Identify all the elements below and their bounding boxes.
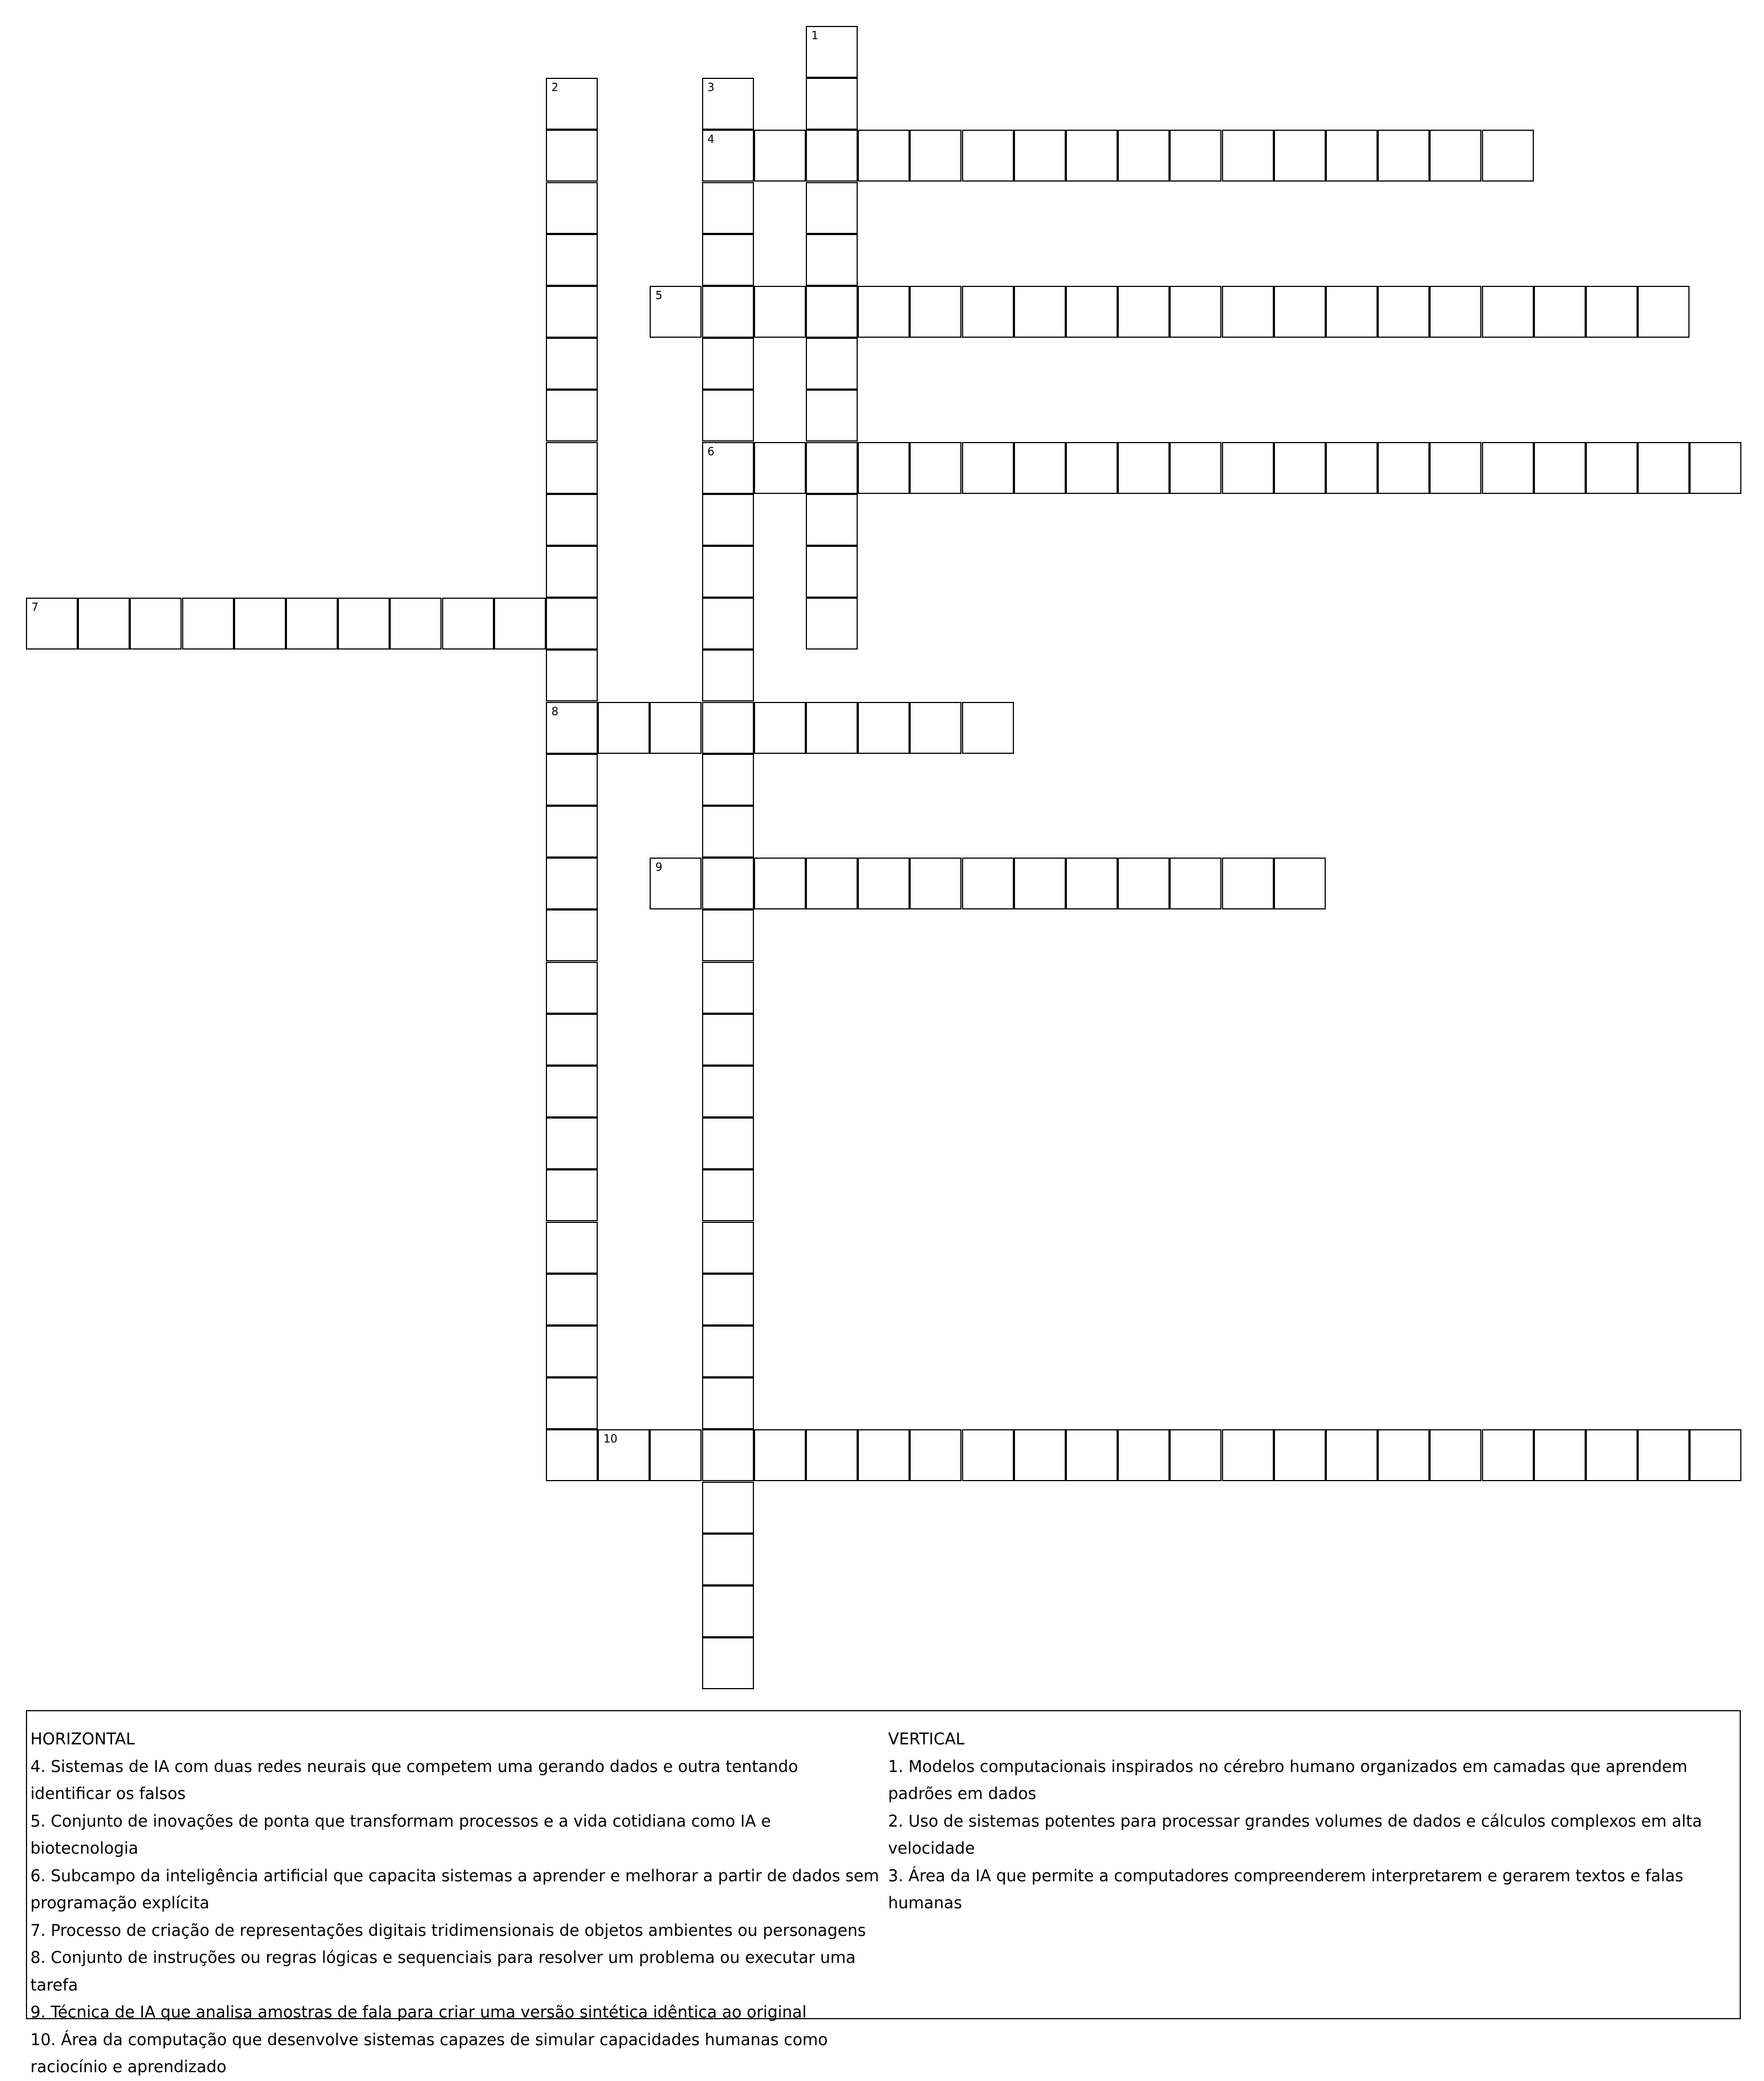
grid-cell[interactable]	[546, 1117, 598, 1169]
grid-cell[interactable]	[1274, 286, 1326, 338]
grid-cell[interactable]	[546, 546, 598, 598]
grid-cell[interactable]	[754, 130, 806, 182]
grid-cell[interactable]	[702, 806, 754, 858]
grid-cell[interactable]	[806, 78, 858, 130]
grid-cell[interactable]	[1326, 1429, 1378, 1481]
across-heading: HORIZONTAL	[30, 1729, 135, 1748]
grid-cell[interactable]	[806, 442, 858, 494]
grid-cell[interactable]	[1118, 442, 1170, 494]
grid-cell[interactable]	[806, 494, 858, 546]
grid-cell[interactable]	[806, 182, 858, 234]
grid-cell[interactable]	[962, 1429, 1014, 1481]
grid-cell[interactable]	[1118, 1429, 1170, 1481]
across-clue-4: 4. Sistemas de IA com duas redes neurais que competem uma gerando dados e outra tentando identificar os falsos	[30, 1757, 798, 1803]
grid-cell[interactable]	[650, 286, 702, 338]
grid-cell[interactable]	[702, 1169, 754, 1221]
grid-cell[interactable]	[546, 1274, 598, 1326]
across-clue-7: 7. Processo de criação de representações digitais tridimensionais de objetos ambientes ou personagens	[30, 1920, 866, 1940]
grid-cell[interactable]	[1014, 286, 1066, 338]
grid-cell[interactable]	[546, 909, 598, 961]
grid-cell[interactable]	[754, 1429, 806, 1481]
across-clue-10: 10. Área da computação que desenvolve sistemas capazes de simular capacidades humanas como raciocínio e aprendizado	[30, 2030, 828, 2076]
grid-cell[interactable]	[754, 442, 806, 494]
across-clue-8: 8. Conjunto de instruções ou regras lógicas e sequenciais para resolver um problema ou executar uma tarefa	[30, 1948, 856, 1994]
grid-cell[interactable]	[962, 702, 1014, 754]
grid-cell[interactable]	[858, 286, 910, 338]
cell-number: 9	[655, 860, 663, 874]
grid-cell[interactable]	[546, 1169, 598, 1221]
grid-cell[interactable]	[1014, 130, 1066, 182]
grid-cell[interactable]	[650, 702, 702, 754]
grid-cell[interactable]	[546, 1429, 598, 1481]
cell-number: 4	[707, 132, 715, 146]
grid-cell[interactable]	[754, 702, 806, 754]
grid-cell[interactable]	[1326, 442, 1378, 494]
grid-cell[interactable]	[806, 1429, 858, 1481]
grid-cell[interactable]	[1482, 286, 1534, 338]
down-heading: VERTICAL	[888, 1729, 965, 1748]
grid-cell[interactable]	[1066, 858, 1118, 909]
grid-cell[interactable]	[702, 909, 754, 961]
grid-cell[interactable]	[546, 338, 598, 390]
grid-cell[interactable]	[546, 1377, 598, 1429]
grid-cell[interactable]	[702, 858, 754, 909]
grid-cell[interactable]	[702, 702, 754, 754]
grid-cell[interactable]	[1066, 442, 1118, 494]
grid-cell[interactable]	[962, 130, 1014, 182]
grid-cell[interactable]	[806, 598, 858, 650]
grid-cell[interactable]	[546, 1014, 598, 1066]
grid-cell[interactable]	[806, 702, 858, 754]
grid-cell[interactable]	[1482, 442, 1534, 494]
grid-cell[interactable]	[702, 598, 754, 650]
down-clue-2: 2. Uso de sistemas potentes para processar grandes volumes de dados e cálculos complexos em alta velocidade	[888, 1811, 1702, 1858]
grid-cell[interactable]	[702, 234, 754, 286]
grid-cell[interactable]	[1378, 130, 1430, 182]
grid-cell[interactable]	[546, 1066, 598, 1117]
grid-cell[interactable]	[1066, 1429, 1118, 1481]
grid-cell[interactable]	[1430, 1429, 1481, 1481]
grid-cell[interactable]	[1482, 130, 1534, 182]
grid-cell[interactable]	[546, 650, 598, 701]
grid-cell[interactable]	[1222, 858, 1274, 909]
grid-cell[interactable]	[1170, 858, 1221, 909]
grid-cell[interactable]	[1378, 442, 1430, 494]
grid-cell[interactable]	[1430, 442, 1481, 494]
grid-cell[interactable]	[702, 650, 754, 701]
grid-cell[interactable]	[650, 1429, 702, 1481]
cell-number: 2	[551, 81, 559, 94]
grid-cell[interactable]	[702, 286, 754, 338]
grid-cell[interactable]	[1066, 286, 1118, 338]
grid-cell[interactable]	[546, 182, 598, 234]
grid-cell[interactable]	[390, 598, 442, 650]
grid-cell[interactable]	[1534, 442, 1586, 494]
grid-cell[interactable]	[1274, 130, 1326, 182]
grid-cell[interactable]	[1170, 1429, 1221, 1481]
grid-cell[interactable]	[1534, 286, 1586, 338]
grid-cell[interactable]	[754, 858, 806, 909]
grid-cell[interactable]	[1534, 1429, 1586, 1481]
grid-cell[interactable]	[702, 962, 754, 1014]
grid-cell[interactable]	[1222, 442, 1274, 494]
grid-cell[interactable]	[1118, 130, 1170, 182]
grid-cell[interactable]	[1586, 442, 1638, 494]
grid-cell[interactable]	[546, 78, 598, 130]
grid-cell[interactable]	[702, 1534, 754, 1585]
grid-cell[interactable]	[702, 1274, 754, 1326]
grid-cell[interactable]	[806, 546, 858, 598]
grid-cell[interactable]	[1066, 130, 1118, 182]
grid-cell[interactable]	[702, 1482, 754, 1534]
across-clue-5: 5. Conjunto de inovações de ponta que transformam processos e a vida cotidiana como IA e biotecnologia	[30, 1811, 771, 1858]
grid-cell[interactable]	[858, 702, 910, 754]
grid-cell[interactable]	[1430, 286, 1481, 338]
grid-cell[interactable]	[806, 338, 858, 390]
grid-cell[interactable]	[442, 598, 494, 650]
grid-cell[interactable]	[1482, 1429, 1534, 1481]
grid-cell[interactable]	[702, 546, 754, 598]
across-clue-6: 6. Subcampo da inteligência artificial que capacita sistemas a aprender e melhorar a partir de dados sem programação explícita	[30, 1866, 879, 1912]
grid-cell[interactable]	[650, 858, 702, 909]
grid-cell[interactable]	[546, 1222, 598, 1274]
across-clues	[30, 1726, 880, 2081]
grid-cell[interactable]	[182, 598, 234, 650]
grid-cell[interactable]	[962, 858, 1014, 909]
grid-cell[interactable]	[1014, 858, 1066, 909]
grid-cell[interactable]	[1014, 1429, 1066, 1481]
grid-cell[interactable]	[702, 1326, 754, 1377]
grid-cell[interactable]	[1326, 286, 1378, 338]
grid-cell[interactable]	[546, 130, 598, 182]
grid-cell[interactable]	[1118, 858, 1170, 909]
grid-cell[interactable]	[546, 234, 598, 286]
grid-cell[interactable]	[546, 806, 598, 858]
grid-cell[interactable]	[338, 598, 390, 650]
grid-cell[interactable]	[1274, 1429, 1326, 1481]
grid-cell[interactable]	[1014, 442, 1066, 494]
grid-cell[interactable]	[546, 702, 598, 754]
grid-cell[interactable]	[702, 1429, 754, 1481]
grid-cell[interactable]	[702, 390, 754, 441]
grid-cell[interactable]	[702, 182, 754, 234]
grid-cell[interactable]	[1118, 286, 1170, 338]
cell-number: 10	[603, 1432, 618, 1446]
cell-number: 1	[811, 29, 819, 42]
grid-cell[interactable]	[1638, 442, 1689, 494]
grid-cell[interactable]	[1170, 130, 1221, 182]
down-clue-1: 1. Modelos computacionais inspirados no cérebro humano organizados em camadas que aprendem padrões em dados	[888, 1757, 1688, 1803]
grid-cell[interactable]	[910, 1429, 961, 1481]
grid-cell[interactable]	[546, 390, 598, 441]
grid-cell[interactable]	[910, 858, 961, 909]
grid-cell[interactable]	[702, 442, 754, 494]
grid-cell[interactable]	[26, 598, 78, 650]
grid-cell[interactable]	[702, 1377, 754, 1429]
grid-cell[interactable]	[702, 130, 754, 182]
cell-number: 7	[31, 600, 39, 614]
grid-cell[interactable]	[1170, 442, 1221, 494]
grid-cell[interactable]	[546, 962, 598, 1014]
across-clue-9: 9. Técnica de IA que analisa amostras de fala para criar uma versão sintética idêntica ao original	[30, 2003, 807, 2021]
cell-number: 3	[707, 81, 715, 94]
grid-cell[interactable]	[806, 26, 858, 78]
grid-cell[interactable]	[1378, 286, 1430, 338]
grid-cell[interactable]	[910, 442, 961, 494]
grid-cell[interactable]	[910, 130, 961, 182]
grid-cell[interactable]	[910, 286, 961, 338]
grid-cell[interactable]	[1222, 1429, 1274, 1481]
grid-cell[interactable]	[702, 338, 754, 390]
grid-cell[interactable]	[1586, 1429, 1638, 1481]
grid-cell[interactable]	[962, 286, 1014, 338]
grid-cell[interactable]	[962, 442, 1014, 494]
grid-cell[interactable]	[234, 598, 286, 650]
grid-cell[interactable]	[702, 1585, 754, 1637]
grid-cell[interactable]	[1689, 442, 1741, 494]
grid-cell[interactable]	[1170, 286, 1221, 338]
cell-number: 6	[707, 444, 715, 458]
grid-cell[interactable]	[806, 234, 858, 286]
grid-cell[interactable]	[702, 1066, 754, 1117]
grid-cell[interactable]	[1378, 1429, 1430, 1481]
grid-cell[interactable]	[546, 494, 598, 546]
grid-cell[interactable]	[910, 702, 961, 754]
grid-cell[interactable]	[754, 286, 806, 338]
grid-cell[interactable]	[1586, 286, 1638, 338]
grid-cell[interactable]	[806, 130, 858, 182]
grid-cell[interactable]	[78, 598, 130, 650]
grid-cell[interactable]	[1638, 286, 1689, 338]
grid-cell[interactable]	[702, 754, 754, 806]
grid-cell[interactable]	[1638, 1429, 1689, 1481]
grid-cell[interactable]	[598, 1429, 650, 1481]
cell-number: 8	[551, 704, 559, 718]
grid-cell[interactable]	[858, 1429, 910, 1481]
grid-cell[interactable]	[806, 858, 858, 909]
grid-cell[interactable]	[702, 1637, 754, 1689]
down-clues	[888, 1726, 1733, 1917]
clues-box	[26, 1710, 1741, 2076]
grid-cell[interactable]	[702, 78, 754, 130]
grid-cell[interactable]	[806, 390, 858, 441]
grid-cell[interactable]	[494, 598, 546, 650]
grid-cell[interactable]	[806, 286, 858, 338]
grid-cell[interactable]	[546, 754, 598, 806]
grid-cell[interactable]	[598, 702, 650, 754]
grid-cell[interactable]	[702, 1014, 754, 1066]
grid-cell[interactable]	[858, 130, 910, 182]
grid-cell[interactable]	[1430, 130, 1481, 182]
grid-cell[interactable]	[858, 442, 910, 494]
grid-cell[interactable]	[546, 858, 598, 909]
grid-cell[interactable]	[1326, 130, 1378, 182]
grid-cell[interactable]	[1274, 858, 1326, 909]
grid-cell[interactable]	[702, 1222, 754, 1274]
grid-cell[interactable]	[130, 598, 182, 650]
cell-number: 5	[655, 289, 663, 302]
down-clue-3: 3. Área da IA que permite a computadores compreenderem interpretarem e gerarem textos e falas humanas	[888, 1866, 1683, 1912]
grid-cell[interactable]	[1274, 442, 1326, 494]
grid-cell[interactable]	[1222, 286, 1274, 338]
grid-cell[interactable]	[702, 494, 754, 546]
grid-cell[interactable]	[546, 286, 598, 338]
grid-cell[interactable]	[546, 442, 598, 494]
grid-cell[interactable]	[546, 1326, 598, 1377]
grid-cell[interactable]	[702, 1117, 754, 1169]
grid-cell[interactable]	[858, 858, 910, 909]
grid-cell[interactable]	[1222, 130, 1274, 182]
grid-cell[interactable]	[546, 598, 598, 650]
grid-cell[interactable]	[286, 598, 338, 650]
grid-cell[interactable]	[1689, 1429, 1741, 1481]
